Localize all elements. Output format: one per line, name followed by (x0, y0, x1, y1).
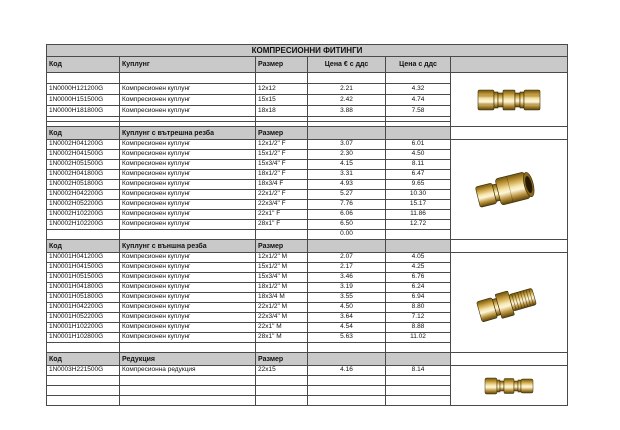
section-header-row (47, 240, 568, 253)
cell-name: Компресионен куплунг (120, 150, 256, 160)
cell-code: 1N0002H042200G (47, 190, 120, 200)
cell-price_eur: 2.21 (308, 84, 386, 95)
cell-price_bgn: 12.72 (386, 220, 451, 230)
main-header-row (47, 57, 568, 73)
section-size-label: Размер (256, 127, 308, 140)
section-title: Куплунг с вътрешна резба (120, 127, 256, 140)
cell-size (256, 230, 308, 240)
cell-code: 1N0001H041500G (47, 263, 120, 273)
cell-code: 1N0001H102800G (47, 333, 120, 343)
cell-price_eur: 0.00 (308, 230, 386, 240)
cell-code: 1N0001H052200G (47, 313, 120, 323)
cell-size: 22x1" M (256, 323, 308, 333)
cell-code: 1N0000H181800G (47, 106, 120, 117)
reducer-coupling-image (451, 366, 568, 406)
cell-size: 22x1/2" F (256, 190, 308, 200)
cell-code: 1N0002H052200G (47, 200, 120, 210)
empty-cell (120, 376, 256, 386)
straight-coupling-icon (477, 87, 541, 113)
cell-price_eur: 4.50 (308, 303, 386, 313)
cell-code (47, 230, 120, 240)
female-coupling-icon (472, 168, 546, 212)
cell-price_bgn: 7.58 (386, 106, 451, 117)
empty-row (47, 73, 568, 84)
cell-price_eur: 6.50 (308, 220, 386, 230)
cell-name: Компресионен куплунг (120, 180, 256, 190)
empty-cell (386, 376, 451, 386)
page-title: КОМПРЕСИОННИ ФИТИНГИ (47, 45, 568, 57)
cell-code: 1N0000H151500G (47, 95, 120, 106)
cell-price_eur: 4.16 (308, 366, 386, 376)
cell-price_eur: 5.63 (308, 333, 386, 343)
cell-price_bgn: 6.24 (386, 283, 451, 293)
cell-price_eur: 2.07 (308, 253, 386, 263)
cell-name: Компресионен куплунг (120, 84, 256, 95)
empty-cell (256, 386, 308, 396)
section-image-spacer (451, 240, 568, 253)
section-title: Куплунг с външна резба (120, 240, 256, 253)
section-title: Редукция (120, 353, 256, 366)
empty-cell (386, 396, 451, 406)
cell-code: 1N0002H041200G (47, 140, 120, 150)
cell-size: 28x1" M (256, 333, 308, 343)
cell-size: 22x3/4" F (256, 200, 308, 210)
empty-cell (47, 386, 120, 396)
empty-cell (256, 376, 308, 386)
section-empty-cell (386, 240, 451, 253)
cell-price_eur: 4.54 (308, 323, 386, 333)
empty-cell (256, 396, 308, 406)
cell-price_eur: 2.42 (308, 95, 386, 106)
cell-price_bgn: 6.01 (386, 140, 451, 150)
section-code-label: Код (47, 240, 120, 253)
cell-size: 18x18 (256, 106, 308, 117)
cell-name: Компресионен куплунг (120, 263, 256, 273)
cell-price_bgn: 8.80 (386, 303, 451, 313)
cell-size: 18x1/2" F (256, 170, 308, 180)
cell-price_bgn: 6.47 (386, 170, 451, 180)
cell-price_bgn: 7.12 (386, 313, 451, 323)
cell-name: Компресионен куплунг (120, 283, 256, 293)
cell-size: 12x12 (256, 84, 308, 95)
cell-price_eur: 3.07 (308, 140, 386, 150)
column-header-price-eur: Цена € с ддс (308, 57, 386, 73)
section-size-label: Размер (256, 240, 308, 253)
table-row (47, 253, 568, 263)
cell-name: Компресионен куплунг (120, 200, 256, 210)
cell-size: 15x15 (256, 95, 308, 106)
cell-name: Компресионен куплунг (120, 253, 256, 263)
empty-cell (256, 73, 308, 84)
title-row (47, 45, 568, 57)
cell-name: Компресионен куплунг (120, 323, 256, 333)
empty-cell (386, 343, 451, 353)
empty-cell (120, 396, 256, 406)
cell-price_bgn: 4.50 (386, 150, 451, 160)
cell-code: 1N0001H051500G (47, 273, 120, 283)
cell-name: Компресионен куплунг (120, 160, 256, 170)
empty-cell (120, 386, 256, 396)
column-header-size: Размер (256, 57, 308, 73)
cell-price_bgn: 11.02 (386, 333, 451, 343)
cell-price_bgn: 8.14 (386, 366, 451, 376)
section-image-spacer (451, 353, 568, 366)
cell-price_bgn: 4.32 (386, 84, 451, 95)
empty-cell (386, 386, 451, 396)
empty-cell (47, 343, 120, 353)
cell-price_bgn: 8.11 (386, 160, 451, 170)
cell-name: Компресионен куплунг (120, 190, 256, 200)
cell-size: 22x15 (256, 366, 308, 376)
cell-code: 1N0002H051800G (47, 180, 120, 190)
cell-code: 1N0001H041200G (47, 253, 120, 263)
cell-size: 15x1/2" M (256, 263, 308, 273)
cell-size: 28x1" F (256, 220, 308, 230)
table-row (47, 366, 568, 376)
cell-price_eur: 3.19 (308, 283, 386, 293)
cell-name: Компресионен куплунг (120, 106, 256, 117)
cell-price_eur: 2.30 (308, 150, 386, 160)
cell-price_eur: 3.46 (308, 273, 386, 283)
empty-cell (308, 376, 386, 386)
cell-code: 1N0001H042200G (47, 303, 120, 313)
cell-size: 12x1/2" M (256, 253, 308, 263)
cell-price_bgn: 4.25 (386, 263, 451, 273)
cell-size: 22x3/4" M (256, 313, 308, 323)
cell-price_eur: 7.76 (308, 200, 386, 210)
empty-cell (308, 386, 386, 396)
empty-cell (120, 343, 256, 353)
cell-name: Компресионен куплунг (120, 210, 256, 220)
cell-name: Компресионен куплунг (120, 303, 256, 313)
cell-code: 1N0002H041500G (47, 150, 120, 160)
cell-code: 1N0001H051800G (47, 293, 120, 303)
male-coupling-icon (476, 279, 542, 327)
cell-name: Компресионен куплунг (120, 140, 256, 150)
section-empty-cell (308, 127, 386, 140)
empty-cell (308, 396, 386, 406)
section-code-label: Код (47, 127, 120, 140)
column-header-image (451, 57, 568, 73)
cell-code: 1N0001H041800G (47, 283, 120, 293)
empty-cell (120, 73, 256, 84)
cell-price_bgn: 9.65 (386, 180, 451, 190)
cell-size: 18x3/4 F (256, 180, 308, 190)
cell-price_eur: 3.55 (308, 293, 386, 303)
cell-size: 22x1" F (256, 210, 308, 220)
cell-price_bgn: 6.94 (386, 293, 451, 303)
empty-cell (308, 73, 386, 84)
cell-name: Компресионен куплунг (120, 313, 256, 323)
cell-size: 18x1/2" M (256, 283, 308, 293)
cell-size: 15x3/4" M (256, 273, 308, 283)
cell-price_eur: 3.64 (308, 313, 386, 323)
female-coupling-image (451, 140, 568, 240)
section-empty-cell (386, 353, 451, 366)
cell-code: 1N0001H102200G (47, 323, 120, 333)
cell-size: 15x1/2" F (256, 150, 308, 160)
cell-price_bgn: 10.30 (386, 190, 451, 200)
cell-name: Компресионен куплунг (120, 95, 256, 106)
cell-price_bgn: 4.74 (386, 95, 451, 106)
cell-size: 22x1/2" M (256, 303, 308, 313)
empty-cell (47, 376, 120, 386)
cell-size: 12x1/2" F (256, 140, 308, 150)
cell-name (120, 230, 256, 240)
cell-code: 1N0002H041800G (47, 170, 120, 180)
empty-cell (308, 343, 386, 353)
section-empty-cell (308, 353, 386, 366)
section-empty-cell (386, 127, 451, 140)
section-code-label: Код (47, 353, 120, 366)
empty-cell (386, 73, 451, 84)
section-image-spacer (451, 127, 568, 140)
reducer-coupling-icon (484, 376, 534, 396)
cell-price_bgn (386, 230, 451, 240)
empty-cell (256, 343, 308, 353)
cell-name: Компресионен куплунг (120, 293, 256, 303)
column-header-price-bgn: Цена с ддс (386, 57, 451, 73)
cell-name: Компресионен куплунг (120, 220, 256, 230)
empty-cell (47, 396, 120, 406)
cell-price_eur: 5.27 (308, 190, 386, 200)
cell-price_eur: 2.17 (308, 263, 386, 273)
column-header-name: Куплунг (120, 57, 256, 73)
cell-price_eur: 4.93 (308, 180, 386, 190)
male-coupling-image (451, 253, 568, 353)
cell-price_bgn: 6.76 (386, 273, 451, 283)
cell-price_bgn: 4.05 (386, 253, 451, 263)
cell-size: 18x3/4 M (256, 293, 308, 303)
cell-name: Компресионен куплунг (120, 333, 256, 343)
cell-price_bgn: 15.17 (386, 200, 451, 210)
cell-code: 1N0003H221500G (47, 366, 120, 376)
cell-price_eur: 4.15 (308, 160, 386, 170)
cell-price_eur: 3.31 (308, 170, 386, 180)
cell-price_bgn: 8.88 (386, 323, 451, 333)
section-header-row (47, 353, 568, 366)
cell-code: 1N0000H121200G (47, 84, 120, 95)
cell-size: 15x3/4" F (256, 160, 308, 170)
section-empty-cell (308, 240, 386, 253)
cell-price_bgn: 11.86 (386, 210, 451, 220)
cell-code: 1N0002H102200G (47, 210, 120, 220)
section-size-label: Размер (256, 353, 308, 366)
straight-coupling-image (451, 73, 568, 127)
column-header-code: Код (47, 57, 120, 73)
section-header-row (47, 127, 568, 140)
empty-cell (47, 73, 120, 84)
cell-price_eur: 3.88 (308, 106, 386, 117)
table-row (47, 140, 568, 150)
cell-name: Компресионен куплунг (120, 170, 256, 180)
cell-name: Компресионна редукция (120, 366, 256, 376)
cell-code: 1N0002H051500G (47, 160, 120, 170)
cell-code: 1N0002H102200G (47, 220, 120, 230)
cell-name: Компресионен куплунг (120, 273, 256, 283)
price-table (46, 44, 568, 406)
cell-price_eur: 6.06 (308, 210, 386, 220)
